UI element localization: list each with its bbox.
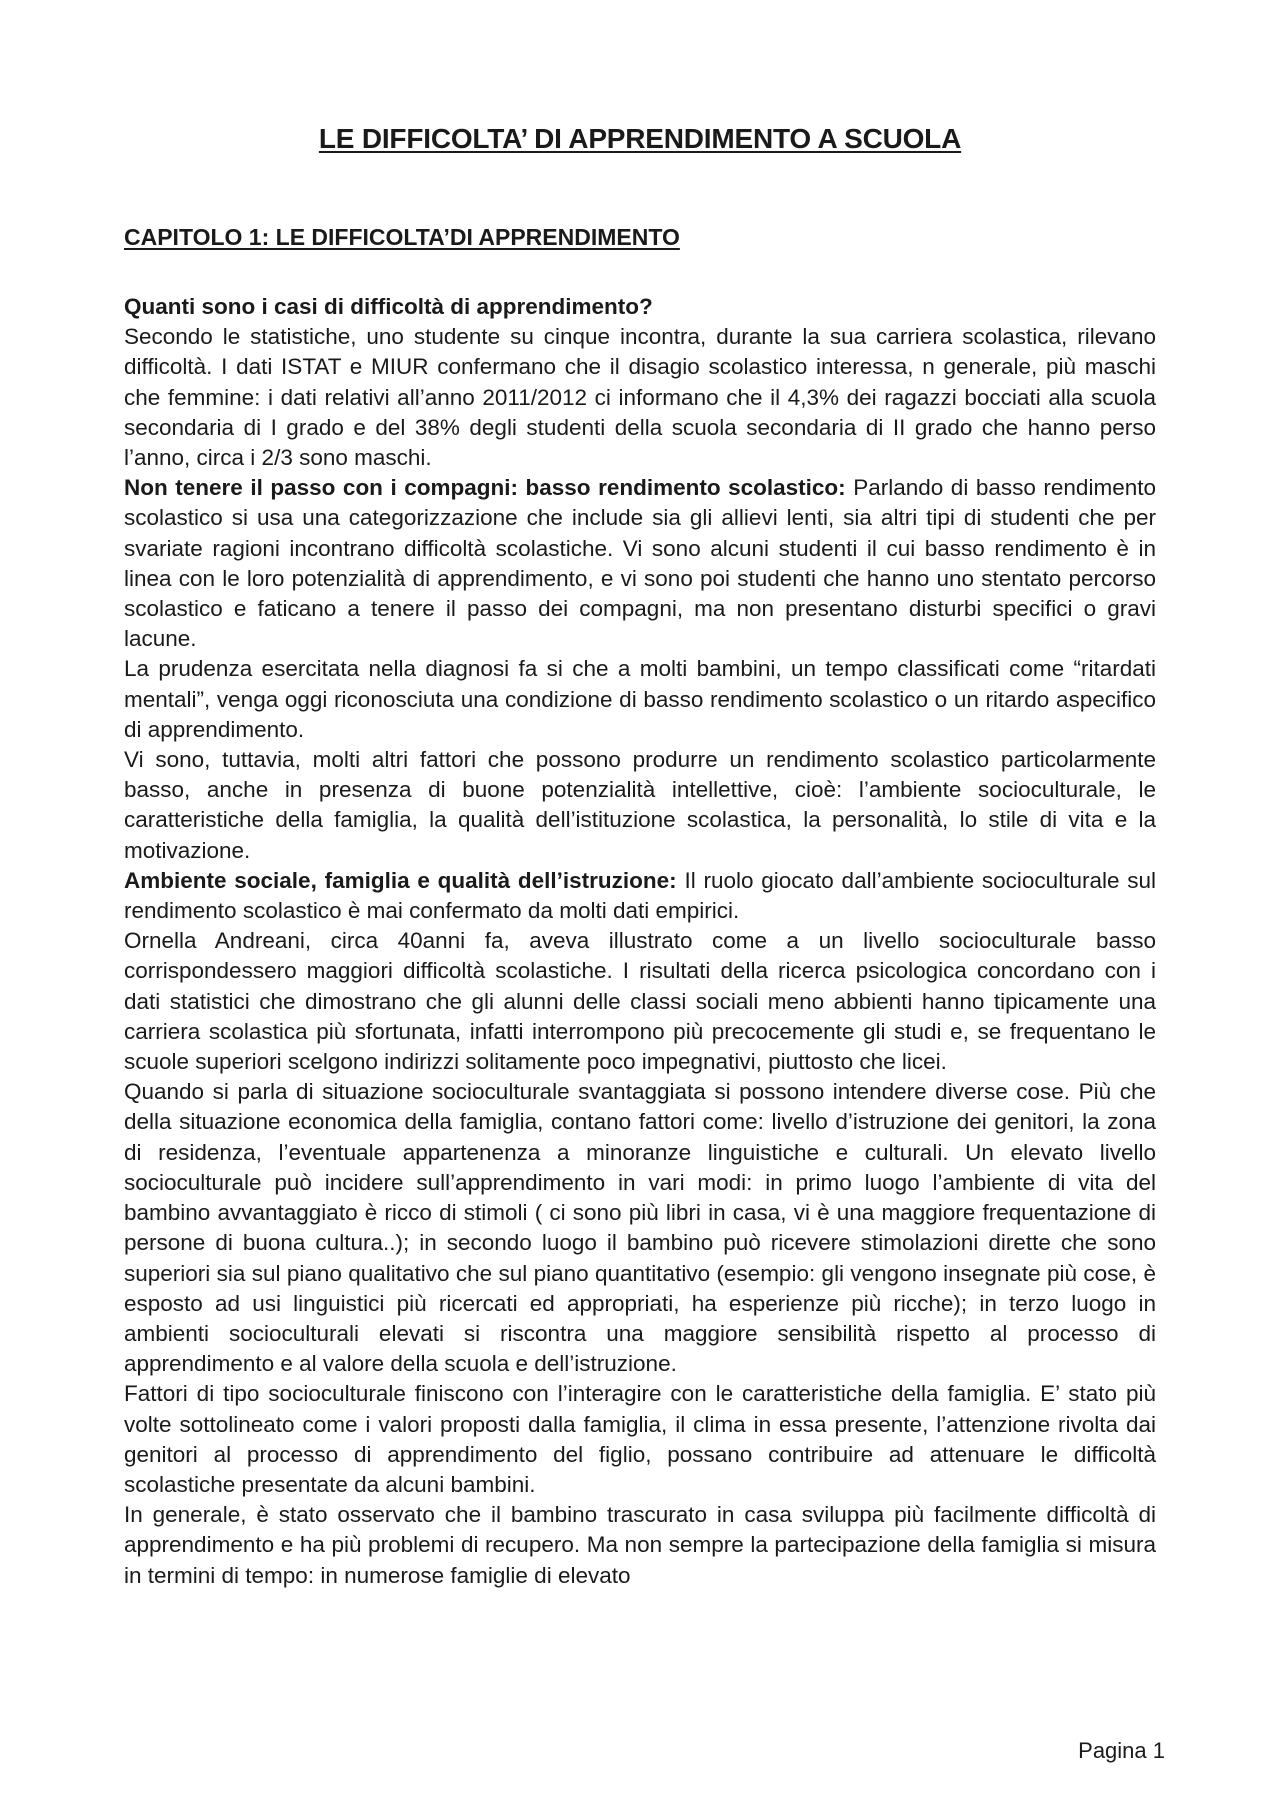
paragraph-disadvantaged-situation: Quando si parla di situazione socioculturale svantaggiata si possono intendere diverse cose. Più che della situazione economica della famiglia, contano fattori come: livello d’istruzione dei genitori, la zona di residenza, l’eventuale appartenenza a minoranze linguistiche e culturali. Un elevato livello socioculturale può incidere sull’apprendimento in vari modi: in primo luogo l’ambiente di vita del bambino avvantaggiato è ricco di stimoli ( ci sono più libri in casa, vi è una maggiore frequentazione di persone di buona cultura..); in secondo luogo il bambino può ricevere stimolazioni dirette che sono superiori sia sul piano qualitativo che sul piano quantitativo (esempio: gli vengono insegnate più cose, è esposto ad usi linguistici più ricercati ed appropriati, ha esperienze più ricche); in terzo luogo in ambienti socioculturali elevati si riscontra una maggiore sensibilità rispetto al processo di apprendimento e al valore della scuola e dell’istruzione. [124, 1079, 1156, 1377]
chapter-heading: CAPITOLO 1: LE DIFFICOLTA’DI APPRENDIMENTO [124, 224, 680, 250]
paragraph-diagnosis: La prudenza esercitata nella diagnosi fa si che a molti bambini, un tempo classificati come “ritardati mentali”, venga oggi riconosciuta una condizione di basso rendimento scolastico o un ritardo aspecifico di apprendimento. [124, 656, 1156, 742]
page-number: Pagina 1 [1078, 1738, 1165, 1763]
paragraph-neglected-child: In generale, è stato osservato che il bambino trascurato in casa sviluppa più facilmente difficoltà di apprendimento e ha più problemi di recupero. Ma non sempre la partecipazione della famiglia si misura in termini di tempo: in numerose famiglie di elevato [124, 1502, 1156, 1588]
paragraph-low-performance-heading: Non tenere il passo con i compagni: basso rendimento scolastico: [124, 475, 846, 501]
document-body [124, 292, 1156, 1591]
paragraph-low-performance-text: Parlando di basso rendimento scolastico si usa una categorizzazione che include sia gli allievi lenti, sia altri tipi di studenti che per svariate ragioni incontrano difficoltà scolastiche. Vi sono alcuni studenti il cui basso rendimento è in linea con le loro potenzialità di apprendimento, e vi sono poi studenti che hanno uno stentato percorso scolastico e faticano a tenere il passo dei compagni, ma non presentano disturbi specifici o gravi lacune. [124, 475, 1156, 652]
paragraph-low-performance [124, 473, 1156, 654]
paragraph-family-factors: Fattori di tipo socioculturale finiscono con l’interagire con le caratteristiche della famiglia. E’ stato più volte sottolineato come i valori proposti dalla famiglia, il clima in essa presente, l’attenzione rivolta dai genitori al processo di apprendimento del figlio, possano contribuire ad attenuare le difficoltà scolastiche presentate da alcuni bambini. [124, 1381, 1156, 1497]
paragraph-social-environment-text: Il ruolo giocato dall’ambiente socioculturale sul rendimento scolastico è mai confermato da molti dati empirici. [124, 867, 1156, 924]
paragraph-statistics: Secondo le statistiche, uno studente su cinque incontra, durante la sua carriera scolastica, rilevano difficoltà. I dati ISTAT e MIUR confermano che il disagio scolastico interessa, n generale, più maschi che femmine: i dati relativi all’anno 2011/2012 ci informano che il 4,3% dei ragazzi bocciati alla scuola secondaria di I grado e del 38% degli studenti della scuola secondaria di II grado che hanno perso l’anno, circa i 2/3 sono maschi. [124, 324, 1156, 471]
paragraph-social-environment-heading: Ambiente sociale, famiglia e qualità dell’istruzione: [124, 867, 677, 893]
document-title: LE DIFFICOLTA’ DI APPRENDIMENTO A SCUOLA [318, 123, 962, 154]
paragraph-social-environment [124, 866, 1156, 926]
section-question-heading: Quanti sono i casi di difficoltà di apprendimento? [124, 294, 653, 319]
paragraph-andreani: Ornella Andreani, circa 40anni fa, aveva illustrato come a un livello socioculturale basso corrispondessero maggiori difficoltà scolastiche. I risultati della ricerca psicologica concordano con i dati statistici che dimostrano che gli alunni delle classi sociali meno abbienti hanno tipicamente una carriera scolastica più sfortunata, infatti interrompono più precocemente gli studi e, se frequentano le scuole superiori scelgono indirizzi solitamente poco impegnativi, piuttosto che licei. [124, 928, 1156, 1075]
paragraph-other-factors: Vi sono, tuttavia, molti altri fattori che possono produrre un rendimento scolastico particolarmente basso, anche in presenza di buone potenzialità intellettive, cioè: l’ambiente socioculturale, le caratteristiche della famiglia, la qualità dell’istituzione scolastica, la personalità, lo stile di vita e la motivazione. [124, 747, 1156, 863]
